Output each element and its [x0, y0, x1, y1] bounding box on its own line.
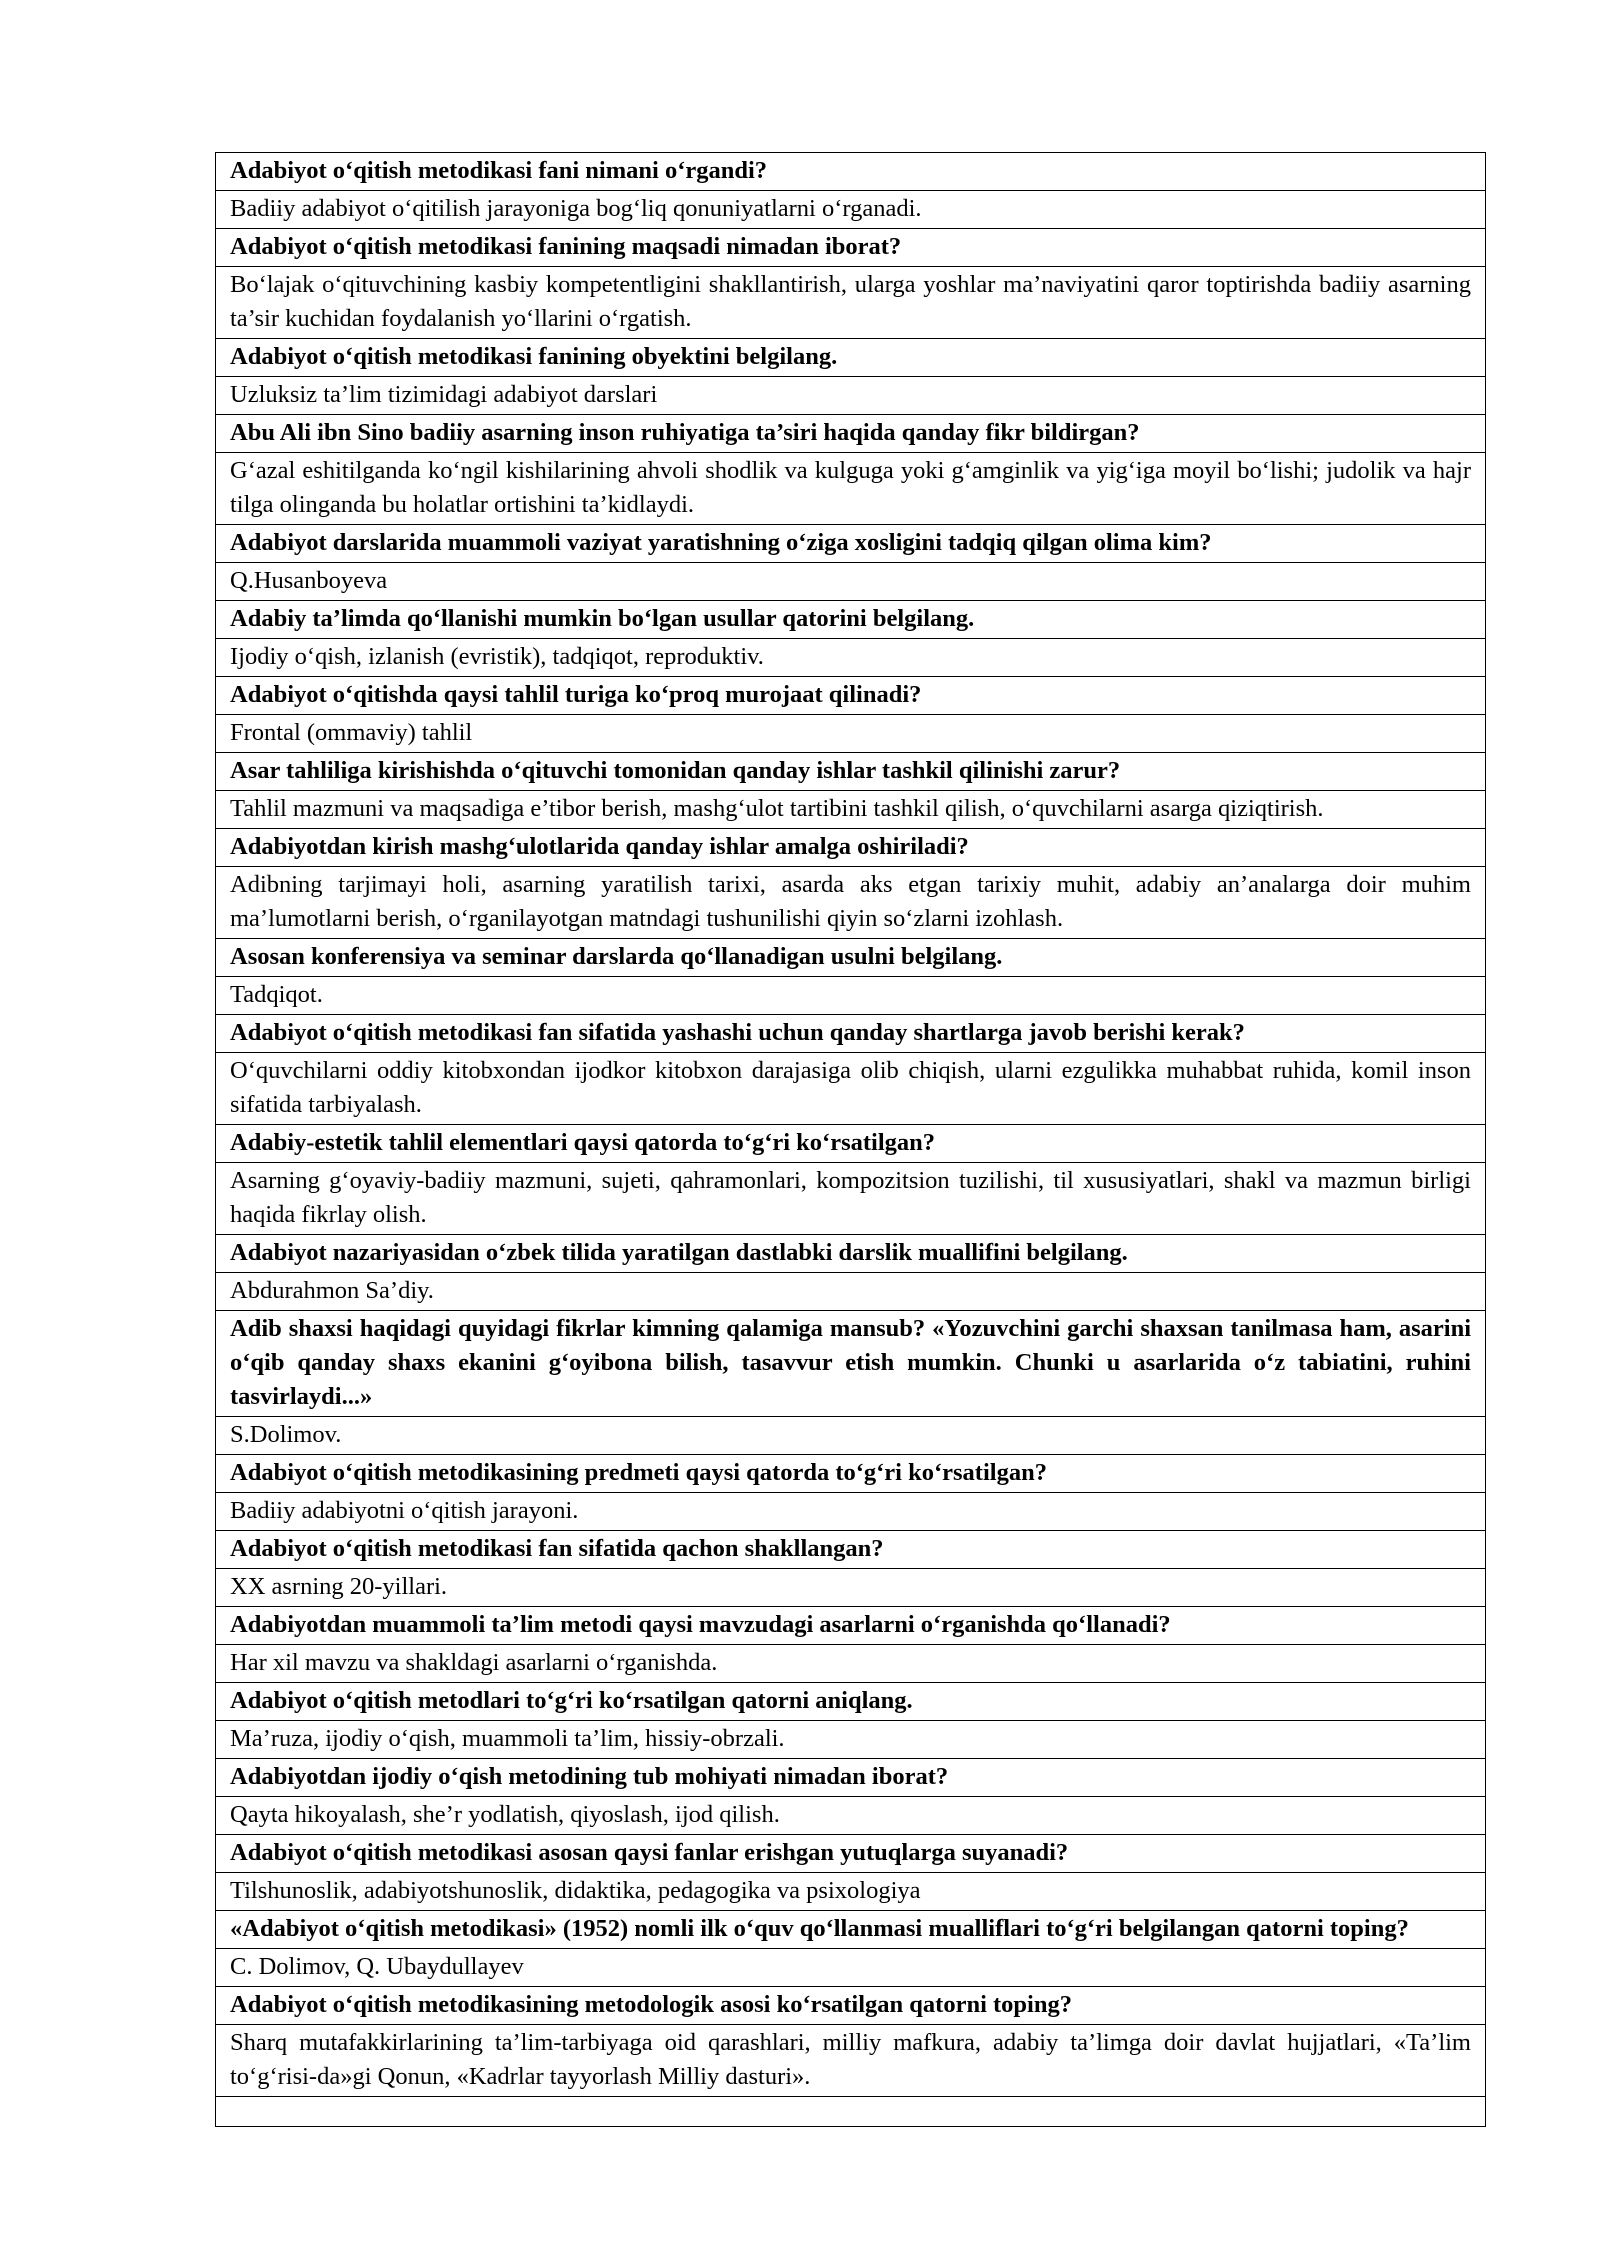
answer-row: [216, 377, 1486, 415]
answer-text: Sharq mutafakkirlarining ta’lim-tarbiyaga oid qarashlari, milliy mafkura, adabiy ta’limga doir davlat hujjatlari, «Ta’lim to‘g‘risi-da»gi Qonun, «Kadrlar tayyorlash Milliy dasturi».: [216, 2025, 1486, 2097]
answer-text: Badiiy adabiyot o‘qitilish jarayoniga bog‘liq qonuniyatlarni o‘rganadi.: [216, 191, 1486, 229]
question-text: Adabiyot nazariyasidan o‘zbek tilida yaratilgan dastlabki darslik muallifini belgilang.: [216, 1235, 1486, 1273]
qa-table: [215, 152, 1486, 2127]
answer-row: [216, 1645, 1486, 1683]
answer-row: [216, 2025, 1486, 2097]
answer-row: [216, 191, 1486, 229]
answer-text: Ijodiy o‘qish, izlanish (evristik), tadqiqot, reproduktiv.: [216, 639, 1486, 677]
answer-text: Q.Husanboyeva: [216, 563, 1486, 601]
question-row: [216, 339, 1486, 377]
question-row: [216, 753, 1486, 791]
question-text: Asosan konferensiya va seminar darslarda qo‘llanadigan usulni belgilang.: [216, 939, 1486, 977]
question-row: [216, 525, 1486, 563]
answer-text: Tilshunoslik, adabiyotshunoslik, didaktika, pedagogika va psixologiya: [216, 1873, 1486, 1911]
question-row: [216, 1311, 1486, 1417]
question-text: Adabiyot o‘qitish metodikasi fanining maqsadi nimadan iborat?: [216, 229, 1486, 267]
answer-row: [216, 453, 1486, 525]
answer-row: [216, 267, 1486, 339]
question-row: [216, 1987, 1486, 2025]
answer-row: [216, 791, 1486, 829]
answer-text: S.Dolimov.: [216, 1417, 1486, 1455]
question-row: [216, 939, 1486, 977]
question-text: Adabiyot o‘qitish metodikasi fanining obyektini belgilang.: [216, 339, 1486, 377]
question-text: «Adabiyot o‘qitish metodikasi» (1952) nomli ilk o‘quv qo‘llanmasi mualliflari to‘g‘ri belgilangan qatorni toping?: [216, 1911, 1486, 1949]
question-row: [216, 829, 1486, 867]
answer-row: [216, 1163, 1486, 1235]
question-text: Adabiy-estetik tahlil elementlari qaysi qatorda to‘g‘ri ko‘rsatilgan?: [216, 1125, 1486, 1163]
question-text: Adabiyot o‘qitishda qaysi tahlil turiga ko‘proq murojaat qilinadi?: [216, 677, 1486, 715]
question-text: Adib shaxsi haqidagi quyidagi fikrlar kimning qalamiga mansub? «Yozuvchini garchi shaxsan tanilmasa ham, asarini o‘qib qanday shaxs ekanini g‘oyibona bilish, tasavvur etish mumkin. Chunki u asarlarida o‘z tabiatini, ruhini tasvirlaydi...»: [216, 1311, 1486, 1417]
answer-text: G‘azal eshitilganda ko‘ngil kishilarining ahvoli shodlik va kulguga yoki g‘amginlik va yig‘iga moyil bo‘lishi; judolik va hajr tilga olinganda bu holatlar ortishini ta’kidlaydi.: [216, 453, 1486, 525]
question-row: [216, 1125, 1486, 1163]
question-row: [216, 1531, 1486, 1569]
question-row: [216, 1607, 1486, 1645]
question-row: [216, 1235, 1486, 1273]
answer-text: Har xil mavzu va shakldagi asarlarni o‘rganishda.: [216, 1645, 1486, 1683]
question-text: Adabiyot o‘qitish metodlari to‘g‘ri ko‘rsatilgan qatorni aniqlang.: [216, 1683, 1486, 1721]
question-text: Adabiyot o‘qitish metodikasi asosan qaysi fanlar erishgan yutuqlarga suyanadi?: [216, 1835, 1486, 1873]
question-text: Adabiyotdan kirish mashg‘ulotlarida qanday ishlar amalga oshiriladi?: [216, 829, 1486, 867]
question-row: [216, 1015, 1486, 1053]
question-text: Adabiyotdan muammoli ta’lim metodi qaysi mavzudagi asarlarni o‘rganishda qo‘llanadi?: [216, 1607, 1486, 1645]
question-text: Asar tahliliga kirishishda o‘qituvchi tomonidan qanday ishlar tashkil qilinishi zarur?: [216, 753, 1486, 791]
question-row: [216, 1683, 1486, 1721]
answer-text: Uzluksiz ta’lim tizimidagi adabiyot darslari: [216, 377, 1486, 415]
question-text: Adabiyot o‘qitish metodikasi fan sifatida yashashi uchun qanday shartlarga javob berishi kerak?: [216, 1015, 1486, 1053]
answer-row: [216, 563, 1486, 601]
qa-table-body: [216, 153, 1486, 2127]
answer-row: [216, 1273, 1486, 1311]
empty-cell: [216, 2097, 1486, 2127]
question-row: [216, 1835, 1486, 1873]
question-text: Adabiyot darslarida muammoli vaziyat yaratishning o‘ziga xosligini tadqiq qilgan olima kim?: [216, 525, 1486, 563]
answer-row: [216, 1949, 1486, 1987]
answer-text: Abdurahmon Sa’diy.: [216, 1273, 1486, 1311]
answer-text: Qayta hikoyalash, she’r yodlatish, qiyoslash, ijod qilish.: [216, 1797, 1486, 1835]
answer-row: [216, 1797, 1486, 1835]
question-row: [216, 229, 1486, 267]
question-row: [216, 1759, 1486, 1797]
answer-row: [216, 1417, 1486, 1455]
answer-text: Tadqiqot.: [216, 977, 1486, 1015]
answer-row: [216, 1569, 1486, 1607]
question-row: [216, 153, 1486, 191]
answer-row: [216, 1721, 1486, 1759]
question-text: Adabiyotdan ijodiy o‘qish metodining tub mohiyati nimadan iborat?: [216, 1759, 1486, 1797]
answer-text: Tahlil mazmuni va maqsadiga e’tibor berish, mashg‘ulot tartibini tashkil qilish, o‘quvchilarni asarga qiziqtirish.: [216, 791, 1486, 829]
answer-text: Badiiy adabiyotni o‘qitish jarayoni.: [216, 1493, 1486, 1531]
answer-row: [216, 1873, 1486, 1911]
answer-text: Asarning g‘oyaviy-badiiy mazmuni, sujeti, qahramonlari, kompozitsion tuzilishi, til xususiyatlari, shakl va mazmun birligi haqida fikrlay olish.: [216, 1163, 1486, 1235]
answer-row: [216, 867, 1486, 939]
question-text: Adabiyot o‘qitish metodikasi fan sifatida qachon shakllangan?: [216, 1531, 1486, 1569]
question-text: Abu Ali ibn Sino badiiy asarning inson ruhiyatiga ta’siri haqida qanday fikr bildirgan?: [216, 415, 1486, 453]
answer-text: XX asrning 20-yillari.: [216, 1569, 1486, 1607]
answer-row: [216, 639, 1486, 677]
answer-row: [216, 715, 1486, 753]
question-row: [216, 677, 1486, 715]
question-text: Adabiyot o‘qitish metodikasi fani nimani o‘rgandi?: [216, 153, 1486, 191]
question-row: [216, 601, 1486, 639]
answer-text: C. Dolimov, Q. Ubaydullayev: [216, 1949, 1486, 1987]
answer-row: [216, 977, 1486, 1015]
answer-text: Ma’ruza, ijodiy o‘qish, muammoli ta’lim, hissiy-obrzali.: [216, 1721, 1486, 1759]
question-row: [216, 1455, 1486, 1493]
question-text: Adabiyot o‘qitish metodikasining predmeti qaysi qatorda to‘g‘ri ko‘rsatilgan?: [216, 1455, 1486, 1493]
answer-text: O‘quvchilarni oddiy kitobxondan ijodkor kitobxon darajasiga olib chiqish, ularni ezgulikka muhabbat ruhida, komil inson sifatida tarbiyalash.: [216, 1053, 1486, 1125]
question-row: [216, 1911, 1486, 1949]
question-row: [216, 415, 1486, 453]
empty-row: [216, 2097, 1486, 2127]
answer-text: Frontal (ommaviy) tahlil: [216, 715, 1486, 753]
answer-row: [216, 1493, 1486, 1531]
answer-text: Adibning tarjimayi holi, asarning yaratilish tarixi, asarda aks etgan tarixiy muhit, adabiy an’analarga doir muhim ma’lumotlarni berish, o‘rganilayotgan matndagi tushunilishi qiyin so‘zlarni izohlash.: [216, 867, 1486, 939]
question-text: Adabiyot o‘qitish metodikasining metodologik asosi ko‘rsatilgan qatorni toping?: [216, 1987, 1486, 2025]
answer-row: [216, 1053, 1486, 1125]
answer-text: Bo‘lajak o‘qituvchining kasbiy kompetentligini shakllantirish, ularga yoshlar ma’naviyatini qaror toptirishda badiiy asarning ta’sir kuchidan foydalanish yo‘llarini o‘rgatish.: [216, 267, 1486, 339]
question-text: Adabiy ta’limda qo‘llanishi mumkin bo‘lgan usullar qatorini belgilang.: [216, 601, 1486, 639]
